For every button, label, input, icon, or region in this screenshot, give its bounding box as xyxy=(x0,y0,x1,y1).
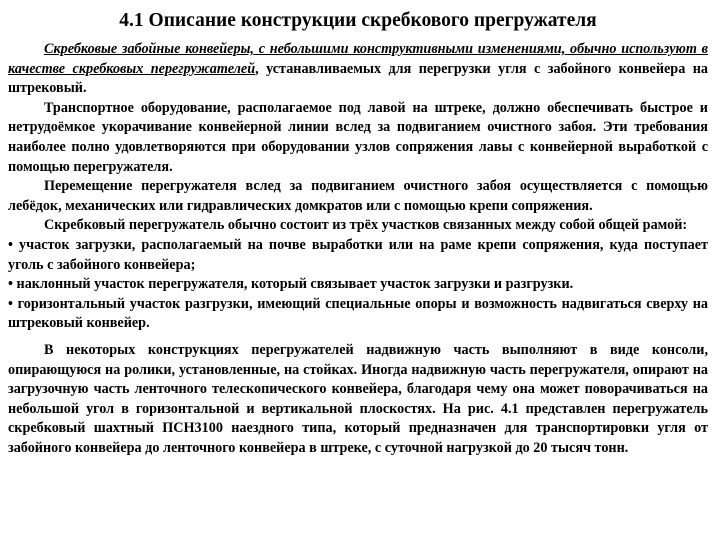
bullet-inclined-section: • наклонный участок перегружателя, который связывает участок загрузки и разгрузки. xyxy=(8,276,574,293)
paragraph-intro-rest: , устанавливаемых для перегрузки угля с забойного конвейера на штрековый. xyxy=(8,60,708,97)
bullet-loading-section: • участок загрузки, располагаемый на почве выработки или на раме крепи сопряжения, куда поступает уголь с забойного конвейера; xyxy=(8,236,708,273)
page-title: 4.1 Описание конструкции скребкового прегружателя xyxy=(119,10,597,31)
paragraph-intro-italic: Скребковые забойные конвейеры, с небольшими конструктивными изменениями, обычно используют в качестве скребковых перегружателей xyxy=(8,41,708,77)
paragraph-sections: Скребковый перегружатель обычно состоит из трёх участков связанных между собой общей рамой: xyxy=(44,217,688,234)
paragraph-designs: В некоторых конструкциях перегружателей надвижную часть выполняют в виде консоли, опирающуюся на ролики, установленные, на стойках. Иногда надвижную часть перегружателя, опирают на загрузочную часть ленточного телескопического конвейера, благодаря чему она может поворачиваться на небольшой угол в горизонтальной и вертикальной плоскостях. На рис. 4.1 представлен перегружатель скребковый шахтный ПСН3100 наездного типа, который предназначен для транспортировки угля от забойного конвейера до ленточного конвейера в штреке, с суточной нагрузкой до 20 тысяч тонн. xyxy=(8,341,708,456)
paragraph-transport: Транспортное оборудование, располагаемое под лавой на штреке, должно обеспечивать быстрое и нетрудоёмкое укорачивание конвейерной линии вслед за подвиганием очистного забоя. Эти требования наиболее полно удовлетворяются при оборудовании узлов сопряжения лавы с конвейерной выработкой с помощью перегружателя. xyxy=(8,99,708,175)
paragraph-movement: Перемещение перегружателя вслед за подвиганием очистного забоя осуществляется с помощью лебёдок, механических или гидравлических домкратов или с помощью крепи сопряжения. xyxy=(8,178,708,214)
paragraph-intro xyxy=(8,40,708,99)
bullet-unloading-section: • горизонтальный участок разгрузки, имеющий специальные опоры и возможность надвигаться сверху на штрековый конвейер. xyxy=(8,295,708,332)
